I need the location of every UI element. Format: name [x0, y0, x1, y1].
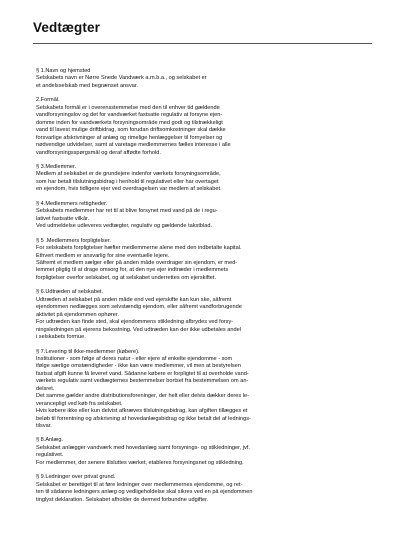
section-text-line: For selskabets forpligtelser hæfter medlemmerne alene med den indbetalte kapital. — [36, 245, 242, 252]
section-text-line: lemmet pligtig til at drage omsorg for, at den nye ejer indtræder i medlemmets — [36, 267, 229, 274]
section-text-line: tinglyst deklaration. Selskabet afholder de dermed forbundne udgifter. — [36, 496, 209, 503]
section-text-line: For medlemmer, der senere tilsluttes værket, etableres forsyningsnet og stikledning. — [36, 459, 244, 466]
section-heading: § 1.Navn og hjemsted — [36, 68, 91, 74]
section-6 — [36, 289, 376, 341]
section-heading: § 5 .Medlemmers forpligtelser. — [36, 237, 111, 244]
section-heading: § 9.Ledninger over privat grund. — [36, 474, 116, 481]
section-text-line: aktivitet på ejendommen ophører. — [36, 311, 120, 318]
section-text-line: i selskabets formue. — [36, 334, 86, 341]
section-5 — [36, 238, 376, 283]
section-text-line: værkets regulativ samt vedtægternes bestemmelser bortset fra bestemmelsen om an- — [36, 378, 249, 385]
section-text-line: vand til lavest mulige driftbidrag, som forudan driftsomkostninger skal dække — [36, 127, 226, 134]
document-title: Vedtægter — [33, 20, 100, 35]
section-text-line: delsret. — [36, 385, 55, 392]
section-text-line: vandforsyningslov og det for vandværket fastsatte regulativ at forsyne ejen- — [36, 112, 223, 119]
section-text-line: ejendommen nedlægges som selvstændig ejendom, eller såfremt vandforbrugende — [36, 304, 242, 311]
section-text-line: lativet fastsatte vilkår. — [36, 215, 90, 222]
document-body — [36, 68, 376, 511]
section-text-line: Ethvert medlem er ansvarlig for sine eventuelle lejere. — [36, 252, 170, 259]
section-text-line: fastsat afgift kunne få leveret vand. Sådanne købere er forpligtet til at overholde vand- — [36, 370, 249, 377]
section-text-line: en ejendom, hvis tidligere ejer ved overdragelsen var medlem af selskabet. — [36, 186, 222, 193]
section-text-line: Såfremt et medlem sælger eller på anden måde overdrager sin ejendom, er med- — [36, 259, 238, 266]
section-text-line: Institutioner - som følge af deres natur - eller ejere af enkelte ejendomme - som — [36, 355, 233, 362]
section-heading: 2.Formål. — [36, 97, 60, 104]
section-2 — [36, 97, 376, 157]
section-text-line: nødvendige udvidelser, samt at varetage medlemmernes fælles interesse i alle — [36, 142, 231, 149]
section-text-line: ningsledningen på ejerens bekostning. Ved udtræden kan der ikke udbetales andel — [36, 326, 241, 333]
section-3 — [36, 164, 376, 194]
section-text-line: Medlem af selskabet er de grundejere indenfor værkets forsyningsområde, — [36, 171, 221, 178]
section-text-line: ifølge særlige omstændigheder - ikke kan være medlemmer, vil men at bestyrelsen — [36, 363, 241, 370]
section-text-line: Hvis købere ikke eller kun delvist afkræves tilslutningsbidrag, kan afgiften tillægges et — [36, 408, 248, 415]
section-1 — [36, 68, 376, 90]
section-text-line: beløb til forrentning og afskrivning af hovedanlægsbidrag og ikke betalt del af lednings- — [36, 415, 251, 422]
section-text-line: regulativet. — [36, 452, 64, 459]
section-heading: § 7.Levering til ikke-medlemmer (købere). — [36, 348, 140, 355]
section-9 — [36, 474, 376, 504]
section-text-line: verancepligt ved køb fra selskabet. — [36, 400, 123, 407]
section-text-line: som har betalt tilslutningsbidrag i henhold til regulativet eller har overtaget — [36, 178, 219, 185]
section-text-line: Selskabets medlemmer har ret til at blive forsynet med vand på de i regu- — [36, 208, 218, 215]
section-text-line: Selskabets navn er Nørre Snede Vandværk a.m.b.a., og selskabet er — [36, 75, 207, 82]
section-text-line: Selskabet er berettiget til at føre ledninger over medlemmernes ejendomme, og ret- — [36, 481, 243, 488]
section-text-line: forpligtelser overfor selskabet, og at selskabet underrettes om ejerskiftet. — [36, 274, 217, 281]
section-text-line: Selskabets formål er i overensstemmelse med den til enhver tid gældende — [36, 104, 220, 111]
section-heading: § 4.Medlemmers rettigheder. — [36, 200, 108, 207]
section-4 — [36, 201, 376, 231]
section-text-line: domme inden for vandværkets forsyningsområde med godt og tilstrækkeligt — [36, 119, 223, 126]
section-7 — [36, 349, 376, 431]
section-heading: § 6.Udtræden af selskabet. — [36, 289, 104, 296]
section-text-line: Selskabet anlægger vandværk med hovedanlæg samt forsynings- og stikledninger, jvf. — [36, 444, 250, 451]
section-text-line: et andelsselskab med begrænset ansvar. — [36, 82, 138, 89]
section-8 — [36, 437, 376, 467]
section-text-line: tilsvar. — [36, 423, 52, 430]
section-heading: § 8.Anlæg. — [36, 437, 64, 444]
section-text-line: Det samme gælder andre distributionsforeninger, der helt eller delvis dækker deres le- — [36, 393, 249, 400]
section-text-line: For udtræden kan finde sted, skal ejendommens stikledning afbrydes ved forsy- — [36, 319, 234, 326]
section-text-line: ten til sådanne ledningers anlæg og vedligeholdelse skal sikres ved en på ejendommen — [36, 489, 253, 496]
section-text-line: Udtræden af selskabet på anden måde end ved ejerskifte kan kun ske, såfremt — [36, 296, 232, 303]
title-divider — [33, 43, 372, 44]
section-text-line: Ved udmeldelse udleveres vedtægter, regulativ og gældende takstblad. — [36, 223, 213, 230]
section-text-line: vandforsyningsspørgsmål og deraf affødte forhold. — [36, 149, 161, 156]
section-heading: § 3.Medlemmer. — [36, 163, 77, 170]
section-text-line: forsvarlige afskrivninger af anlæg og rimelige henlæggelser til fornyelser og — [36, 134, 223, 141]
